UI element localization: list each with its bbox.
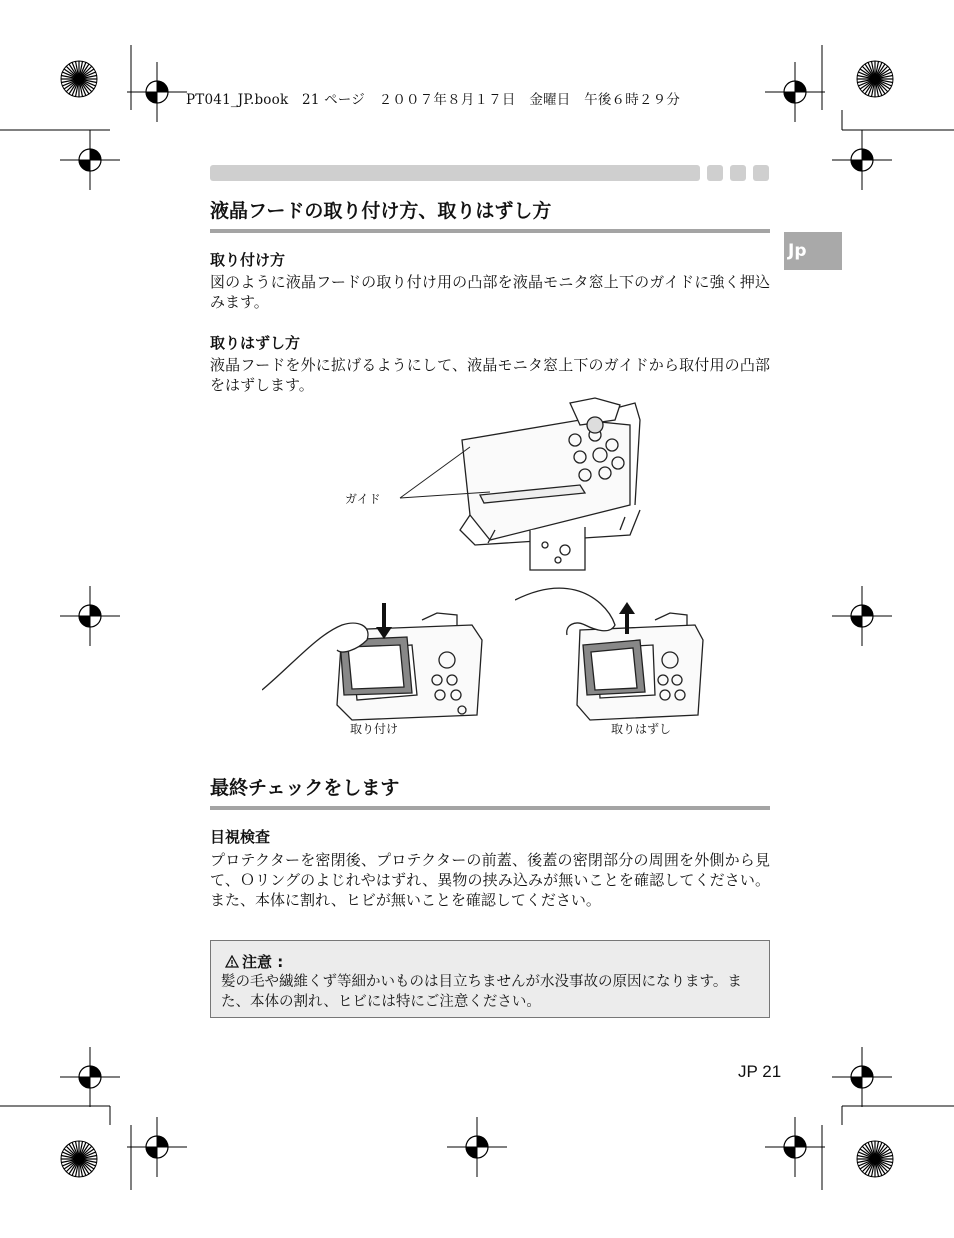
subheading-detach: 取りはずし方 [210,334,301,352]
starburst-target-icon [857,1141,893,1177]
starburst-target-icon [61,61,97,97]
crosshair-registration-icon [60,1047,120,1107]
detach-caption: 取りはずし [611,722,672,736]
paragraph-detach: 液晶フードを外に拡げるようにして、液晶モニタ窓上下のガイドから取付用の凸部をはずします。 [210,356,770,394]
starburst-target-icon [61,1141,97,1177]
caution-text: 髪の毛や繊維くず等細かいものは目立ちませんが水没事故の原因になります。また、本体の割れ、ヒビには特にご注意ください。 [221,974,742,1010]
crosshair-registration-icon [60,130,120,190]
caution-box [210,940,770,1018]
detach-illustration [515,580,705,725]
crosshair-registration-icon [127,62,187,122]
paragraph-attach: 図のように液晶フードの取り付け用の凸部を液晶モニタ窓上下のガイドに強く押込みます。 [210,273,770,311]
crosshair-registration-icon [765,1117,825,1177]
caution-title: 注意 : [242,953,284,971]
caution-heading [225,951,759,972]
header-square [707,165,723,181]
crosshair-registration-icon [127,1117,187,1177]
header-bar [210,165,700,181]
crosshair-registration-icon [60,586,120,646]
housing-illustration [380,395,680,575]
print-header: PT041_JP.book 21 ページ ２００７年８月１７日 金曜日 午後６時２９分 [186,92,681,108]
subheading-attach: 取り付け方 [210,251,286,269]
crosshair-registration-icon [832,1047,892,1107]
warning-triangle-icon [225,955,239,968]
crosshair-registration-icon [832,130,892,190]
starburst-target-icon [857,61,893,97]
crosshair-registration-icon [832,586,892,646]
header-square [753,165,769,181]
section-title-final-check: 最終チェックをします [210,773,770,810]
subheading-visual-inspection: 目視検査 [210,828,271,846]
attach-illustration [262,595,492,725]
attach-caption: 取り付け [350,722,399,736]
header-square [730,165,746,181]
crosshair-registration-icon [447,1117,507,1177]
guide-label: ガイド [345,492,381,506]
language-tab: Jp [784,232,842,270]
page-number: JP 21 [738,1062,782,1081]
section-title: 液晶フードの取り付け方、取りはずし方 [210,196,770,233]
paragraph-visual-inspection: プロテクターを密閉後、プロテクターの前蓋、後蓋の密閉部分の周囲を外側から見て、Ｏリングのよじれやはずれ、異物の挟み込みが無いことを確認してください。また、本体に割れ、ヒビが無いことを確認してください。 [210,851,770,909]
